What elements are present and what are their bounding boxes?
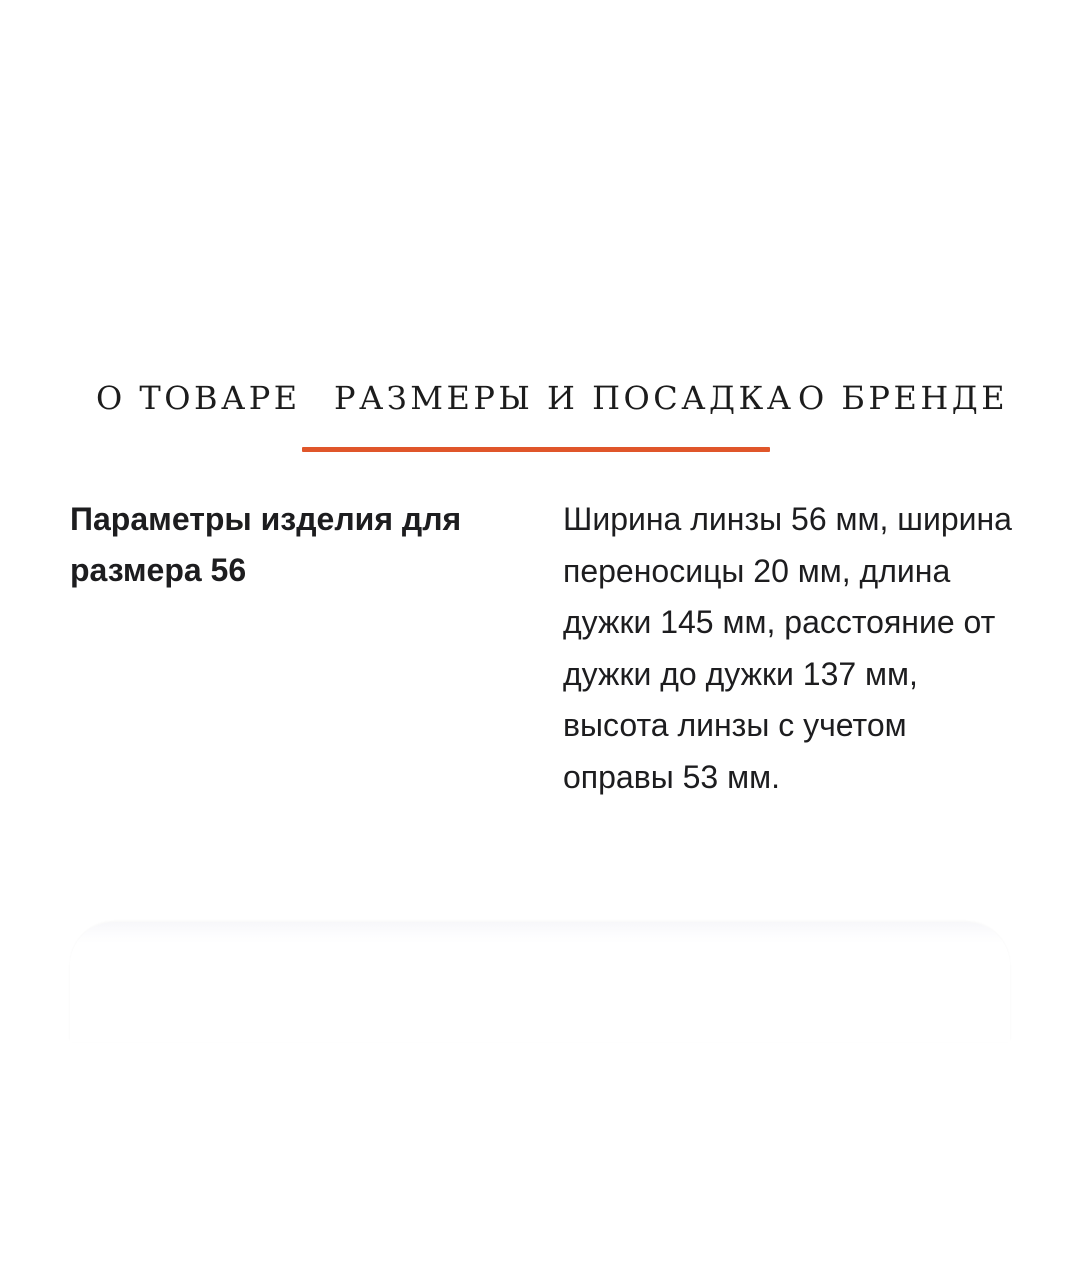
tab-about-product[interactable]: О ТОВАРЕ: [96, 379, 301, 417]
product-tabs: [0, 370, 1080, 454]
spec-label: Параметры изделия для размера 56: [70, 501, 462, 588]
active-tab-indicator: [302, 447, 770, 452]
tab-about-brand[interactable]: О БРЕНДЕ: [798, 379, 1009, 417]
spec-value: Ширина линзы 56 мм, ширина переносицы 20 мм, длина дужки 145 мм, расстояние от дужки до дужки 137 мм, высота линзы с учетом оправы 53 мм.: [563, 501, 1012, 795]
tab-sizes-and-fit[interactable]: РАЗМЕРЫ И ПОСАДКА: [334, 379, 795, 417]
next-card-top-edge: [70, 922, 1010, 1042]
